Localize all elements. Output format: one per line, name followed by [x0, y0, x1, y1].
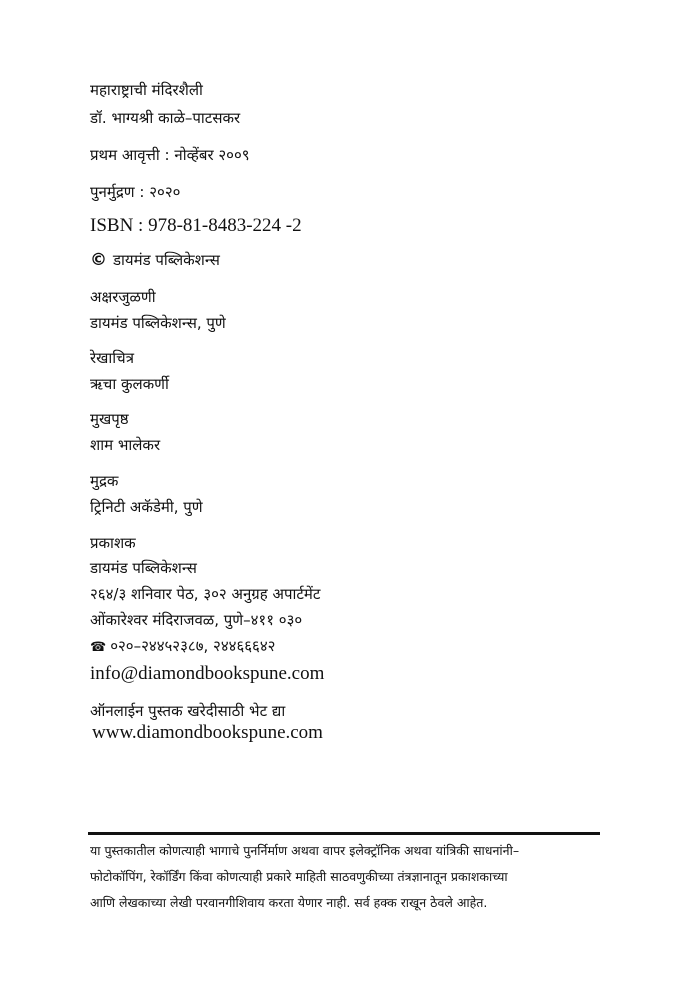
publisher-phone-line [90, 636, 275, 658]
illustration-heading: रेखाचित्र [90, 349, 134, 367]
publisher-address-1: २६४/३ शनिवार पेठ, ३०२ अनुग्रह अपार्टमेंट [90, 585, 321, 603]
cover-value: शाम भालेकर [90, 436, 161, 454]
book-author: डॉ. भाग्यश्री काळे–पाटसकर [90, 109, 241, 127]
publisher-phone: ०२०–२४४५२३८७, २४४६६६४२ [110, 637, 276, 655]
copyright-icon: © [90, 250, 107, 270]
publisher-heading: प्रकाशक [90, 534, 136, 552]
publisher-name: डायमंड पब्लिकेशन्स [90, 559, 197, 577]
publisher-address-2: ओंकारेश्वर मंदिराजवळ, पुणे–४११ ०३० [90, 611, 303, 629]
disclaimer-line-1: या पुस्तकातील कोणत्याही भागाचे पुनर्निर्माण अथवा वापर इलेक्ट्रॉनिक अथवा यांत्रिकी साधनांनी– [90, 843, 520, 858]
printer-value: ट्रिनिटी अकॅडेमी, पुणे [90, 498, 203, 516]
cover-heading: मुखपृष्ठ [90, 410, 129, 428]
illustration-value: ऋचा कुलकर्णी [90, 375, 169, 393]
disclaimer-rule [88, 832, 600, 835]
publisher-email[interactable]: info@diamondbookspune.com [90, 663, 325, 684]
disclaimer-line-2: फोटोकॉपिंग, रेकॉर्डिंग किंवा कोणत्याही प्रकारे माहिती साठवणुकीच्या तंत्रज्ञानातून प्रकाशकाच्या [90, 869, 508, 884]
typesetting-heading: अक्षरजुळणी [90, 288, 156, 306]
first-edition: प्रथम आवृत्ती : नोव्हेंबर २००९ [90, 146, 250, 164]
printer-heading: मुद्रक [90, 472, 119, 490]
isbn: ISBN : 978-81-8483-224 -2 [90, 215, 302, 236]
disclaimer-line-3: आणि लेखकाच्या लेखी परवानगीशिवाय करता येणार नाही. सर्व हक्क राखून ठेवले आहेत. [90, 895, 488, 910]
publisher-website[interactable]: www.diamondbookspune.com [92, 722, 323, 743]
book-title: महाराष्ट्राची मंदिरशैली [90, 81, 203, 99]
copyright-holder: डायमंड पब्लिकेशन्स [113, 251, 220, 269]
typesetting-value: डायमंड पब्लिकेशन्स, पुणे [90, 314, 226, 332]
copyright-line [90, 250, 220, 270]
reprint: पुनर्मुद्रण : २०२० [90, 183, 181, 201]
phone-icon: ☎ [90, 640, 107, 655]
online-note: ऑनलाईन पुस्तक खरेदीसाठी भेट द्या [90, 702, 286, 720]
